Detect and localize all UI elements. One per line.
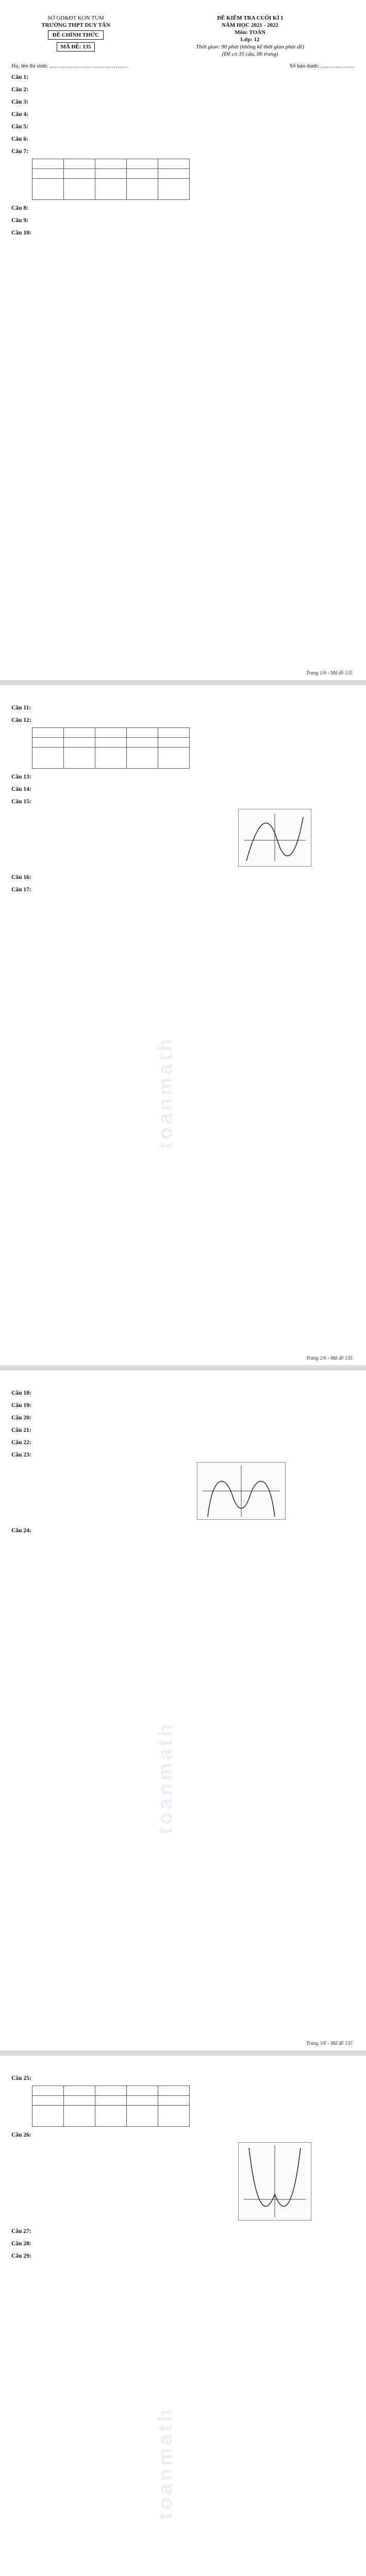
candidate-name-field: Họ, tên thí sinh: ……………………………………: [11, 63, 129, 69]
exam-page-3: [0, 1370, 366, 2050]
school-name: TRƯỜNG THPT DUY TÂN: [41, 22, 110, 28]
question: [11, 1414, 355, 1422]
question: [11, 798, 355, 806]
question-number: Câu 7:: [11, 148, 28, 155]
question-number: Câu 20:: [11, 1415, 31, 1421]
subject: Môn: TOÁN: [235, 29, 265, 36]
watermark: toanmath: [155, 2406, 176, 2519]
question-number: Câu 15:: [11, 799, 31, 805]
question: [11, 135, 355, 143]
function-graph: [238, 809, 311, 867]
exam-page-2: [0, 685, 366, 1365]
question-number: Câu 23:: [11, 1452, 31, 1458]
question-number: Câu 10:: [11, 230, 31, 236]
question: [11, 98, 355, 106]
question: [11, 704, 355, 712]
page-footer: Trang 1/6 - Mã đề 135: [306, 670, 353, 676]
question: [11, 786, 355, 793]
candidate-info: [11, 63, 355, 69]
official-label: ĐỀ CHÍNH THỨC: [48, 30, 104, 40]
question-number: Câu 6:: [11, 136, 28, 142]
question: [11, 1402, 355, 1410]
exam-page-1: [0, 0, 366, 680]
exam-header: [11, 14, 355, 58]
question: [11, 2252, 355, 2260]
page-count: (Đề có 35 câu, 06 trang): [222, 51, 278, 57]
watermark: toanmath: [155, 1721, 176, 1834]
variation-table: [32, 2086, 190, 2127]
question-number: Câu 14:: [11, 786, 31, 792]
question-number: Câu 11:: [11, 705, 31, 711]
question: [11, 1389, 355, 1397]
question-number: Câu 9:: [11, 217, 28, 224]
question-number: Câu 8:: [11, 205, 28, 211]
question-number: Câu 5:: [11, 124, 28, 130]
header-right: [145, 14, 355, 58]
question-number: Câu 18:: [11, 1390, 31, 1396]
question: [11, 2228, 355, 2235]
question: [11, 2131, 355, 2139]
question: [11, 717, 355, 724]
variation-table: [32, 727, 190, 769]
question: [11, 1439, 355, 1447]
question-number: Câu 28:: [11, 2241, 31, 2247]
question: [11, 111, 355, 118]
question: [11, 2075, 355, 2082]
page-divider: [0, 1365, 366, 1370]
exam-title: ĐỀ KIỂM TRA CUỐI KÌ I: [217, 15, 283, 21]
function-graph: [238, 2142, 311, 2221]
page-footer: Trang 2/6 - Mã đề 135: [306, 1355, 353, 1361]
question: [11, 74, 355, 81]
question-number: Câu 25:: [11, 2075, 31, 2081]
page-divider: [0, 680, 366, 685]
question-number: Câu 1:: [11, 74, 28, 80]
question-number: Câu 17:: [11, 887, 31, 893]
watermark: toanmath: [155, 1036, 176, 1149]
question: [11, 874, 355, 882]
question-number: Câu 27:: [11, 2228, 31, 2234]
question: [11, 2240, 355, 2248]
question: [11, 123, 355, 131]
exam-code: MÃ ĐỀ: 135: [57, 42, 94, 52]
variation-table: [32, 159, 190, 200]
question: [11, 1427, 355, 1434]
department-name: SỞ GD&ĐT KON TUM: [47, 15, 104, 21]
header-left: [11, 14, 140, 58]
question: [11, 86, 355, 94]
function-graph: [197, 1462, 286, 1520]
question-number: Câu 4:: [11, 111, 28, 117]
question: [11, 148, 355, 156]
page-footer: Trang 3/6 - Mã đề 135: [306, 2041, 353, 2046]
question-number: Câu 12:: [11, 717, 31, 723]
grade: Lớp: 12: [240, 37, 260, 43]
candidate-id-field: Số báo danh: ………………: [289, 63, 355, 69]
question: [11, 229, 355, 237]
question-number: Câu 21:: [11, 1427, 31, 1433]
question-number: Câu 24:: [11, 1528, 31, 1534]
question-number: Câu 26:: [11, 2132, 31, 2138]
exam-page-4: [0, 2056, 366, 2576]
question: [11, 217, 355, 225]
question: [11, 773, 355, 781]
question-number: Câu 29:: [11, 2253, 31, 2259]
page-divider: [0, 2050, 366, 2056]
school-year: NĂM HỌC 2021 - 2022: [222, 22, 278, 28]
question: [11, 886, 355, 894]
question-number: Câu 16:: [11, 874, 31, 880]
question-number: Câu 19:: [11, 1402, 31, 1409]
question-number: Câu 3:: [11, 99, 28, 105]
question: [11, 1451, 355, 1459]
question: [11, 1527, 355, 1535]
question-number: Câu 13:: [11, 774, 31, 780]
question-number: Câu 22:: [11, 1439, 31, 1446]
question-number: Câu 2:: [11, 87, 28, 93]
time-limit: Thời gian: 90 phút (không kể thời gian phát đề): [195, 44, 305, 50]
question: [11, 205, 355, 212]
